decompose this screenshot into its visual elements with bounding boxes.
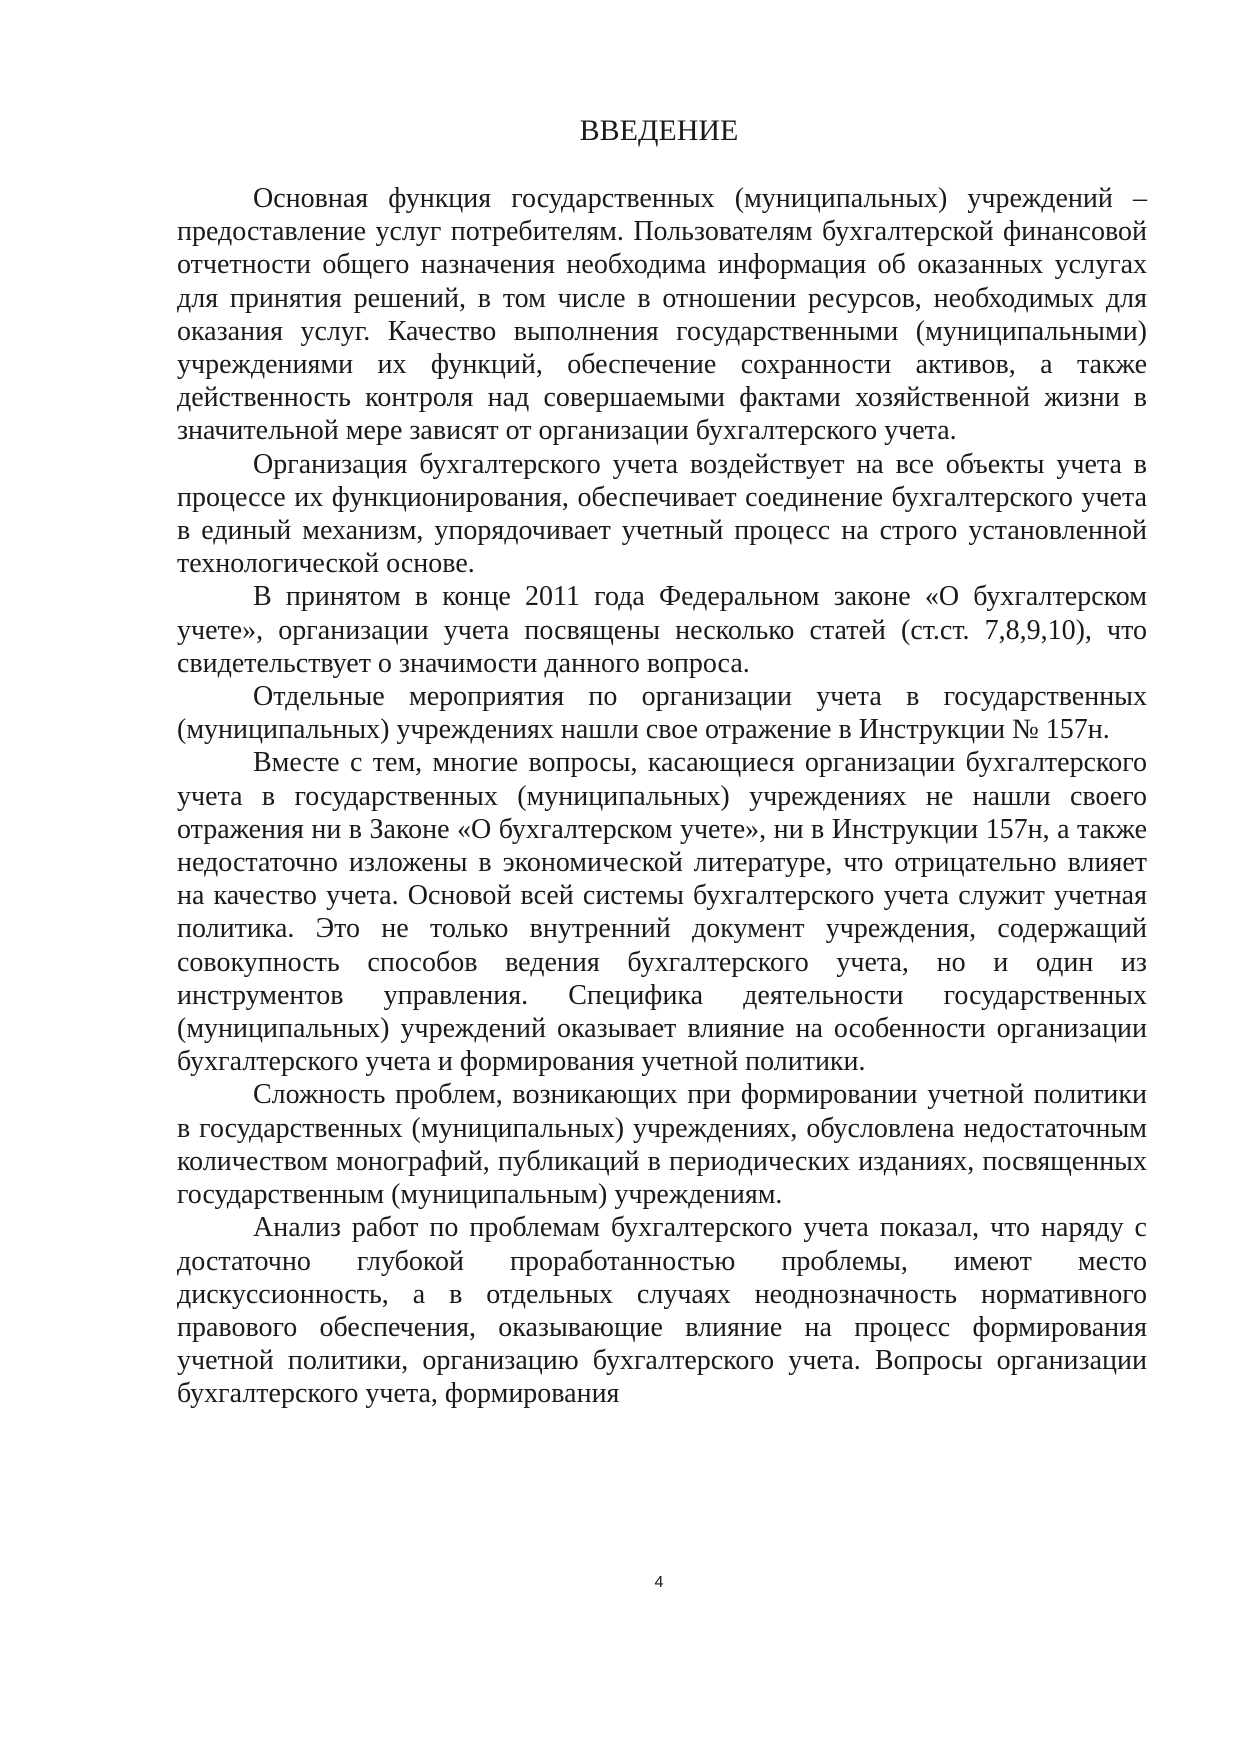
paragraph: Вместе с тем, многие вопросы, касающиеся организации бухгалтерского учета в государственных (муниципальных) учреждениях не нашли своего отражения ни в Законе «О бухгалтерском учете», ни в Инструкции 157н, а также недостаточно изложены в экономической литературе, что отрицательно влияет на качество учета. Основой всей системы бухгалтерского учета служит учетная политика. Это не только внутренний документ учреждения, содержащий совокупность способов ведения бухгалтерского учета, но и один из инструментов управления. Специфика деятельности государственных (муниципальных) учреждений оказывает влияние на особенности организации бухгалтерского учета и формирования учетной политики. bbox=[177, 747, 1147, 1078]
page-title: ВВЕДЕНИЕ bbox=[579, 114, 739, 147]
paragraph: Основная функция государственных (муниципальных) учреждений – предоставление услуг потребителям. Пользователям бухгалтерской финансовой отчетности общего назначения необходима информация об оказанных услугах для принятия решений, в том числе в отношении ресурсов, необходимых для оказания услуг. Качество выполнения государственными (муниципальными) учреждениями их функций, обеспечение сохранности активов, а также действенность контроля над совершаемыми фактами хозяйственной жизни в значительной мере зависят от организации бухгалтерского учета. bbox=[177, 183, 1147, 447]
paragraph: Отдельные мероприятия по организации учета в государственных (муниципальных) учреждениях нашли свое отражение в Инструкции № 157н. bbox=[177, 681, 1147, 746]
paragraph: Анализ работ по проблемам бухгалтерского учета показал, что наряду с достаточно глубокой проработанностью проблемы, имеют место дискуссионность, а в отдельных случаях неоднозначность нормативного правового обеспечения, оказывающие влияние на процесс формирования учетной политики, организацию бухгалтерского учета. Вопросы организации бухгалтерского учета, формирования bbox=[177, 1212, 1147, 1410]
paragraph: Организация бухгалтерского учета воздействует на все объекты учета в процессе их функционирования, обеспечивает соединение бухгалтерского учета в единый механизм, упорядочивает учетный процесс на строго установленной технологической основе. bbox=[177, 448, 1147, 580]
paragraph: В принятом в конце 2011 года Федеральном законе «О бухгалтерском учете», организации учета посвящены несколько статей (ст.ст. 7,8,9,10), что свидетельствует о значимости данного вопроса. bbox=[177, 581, 1147, 679]
body-text bbox=[177, 182, 1147, 1411]
paragraph: Сложность проблем, возникающих при формировании учетной политики в государственных (муниципальных) учреждениях, обусловлена недостаточным количеством монографий, публикаций в периодических изданиях, посвященных государственным (муниципальным) учреждениям. bbox=[177, 1079, 1147, 1211]
page-number: 4 bbox=[654, 1574, 664, 1591]
